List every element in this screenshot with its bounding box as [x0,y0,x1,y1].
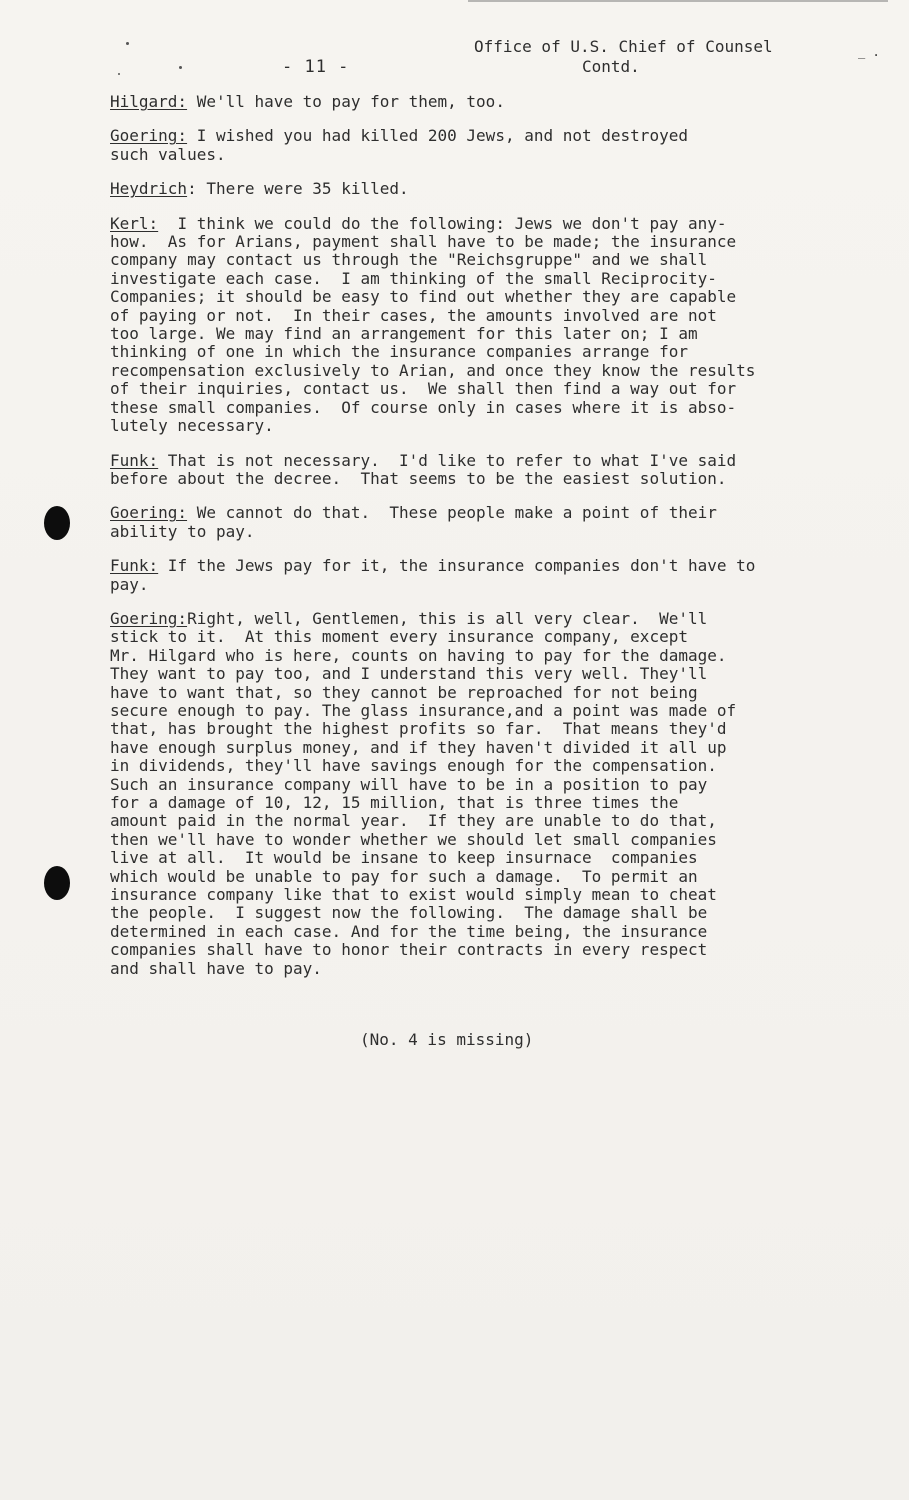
speaker-name: Goering: [110,503,188,523]
speech-text: If the Jews pay for it, the insurance companies don't have to pay. [110,556,756,594]
punch-hole-upper [44,506,70,540]
office-title: Office of U.S. Chief of Counsel [474,37,773,56]
speech-paragraph [110,452,870,489]
speech-text: That is not necessary. I'd like to refer to what I've said before about the decree. That seems to be the easiest solution. [110,450,737,488]
speech-paragraph [110,127,870,164]
speech-text: We'll have to pay for them, too. [187,92,505,111]
speaker-name: Kerl: [110,213,159,233]
dust-speck [126,42,129,45]
page-top-edge [468,0,888,2]
speech-paragraph [110,180,870,198]
dust-speck [118,73,120,75]
missing-note: (No. 4 is missing) [360,1030,534,1049]
speech-paragraph [110,610,870,978]
speech-text: I think we could do the following: Jews we don't pay any- how. As for Arians, payment shall have to be made; the insurance company may contact us through the "Reichsgruppe" and we shall investigate each case. I am thinking of the small Reciprocity- Companies; it should be easy to find out whether they are capable of paying or not. In their cases, the amounts involved are not too large. We may find an arrangement for this later on; I am thinking of one in which the insurance companies arrange for recompensation exclusively to Arian, and once they know the results of their inquiries, contact us. We shall then find a way out for these small companies. Of course only in cases where it is abso- lutely necessary. [110,213,756,436]
office-header [474,37,854,77]
speaker-name: Funk: [110,556,159,576]
speech-text: : There were 35 killed. [187,179,409,199]
speaker-name: Funk: [110,450,159,470]
page-number: - 11 - [282,57,350,77]
speech-text: We cannot do that. These people make a point of their ability to pay. [110,503,717,541]
transcript-body [110,93,870,994]
dust-speck [179,66,182,69]
speaker-name: Heydrich [110,179,188,199]
speech-paragraph [110,504,870,541]
speaker-name: Goering: [110,126,188,146]
punch-hole-lower [44,866,70,900]
speech-text: I wished you had killed 200 Jews, and not destroyed such values. [110,126,688,164]
corner-mark: _ . [858,45,880,59]
speech-paragraph [110,557,870,594]
speech-paragraph [110,93,870,111]
speaker-name: Goering: [110,608,188,628]
speech-paragraph [110,215,870,436]
speaker-name: Hilgard: [110,92,188,111]
speech-text: Right, well, Gentlemen, this is all very clear. We'll stick to it. At this moment every insurance company, except Mr. Hilgard who is here, counts on having to pay for the damage. They want to pay too, and I understand this very well. They'll have to want that, so they cannot be reproached for not being secure enough to pay. The glass insurance,and a point was made of that, has brought the highest profits so far. That means they'd have enough surplus money, and if they haven't divided it all up in dividends, they'll have savings enough for the compensation. Such an insurance company will have to be in a position to pay for a damage of 10, 12, 15 million, that is three times the amount paid in the normal year. If they are unable to do that, then we'll have to wonder whether we should let small companies live at all. It would be insane to keep insurnace companies which would be unable to pay for such a damage. To permit an insurance company like that to exist would simply mean to cheat the people. I suggest now the following. The damage shall be determined in each case. And for the time being, the insurance companies shall have to honor their contracts in every respect and shall have to pay. [110,608,737,978]
continued-label: Contd. [582,57,640,76]
